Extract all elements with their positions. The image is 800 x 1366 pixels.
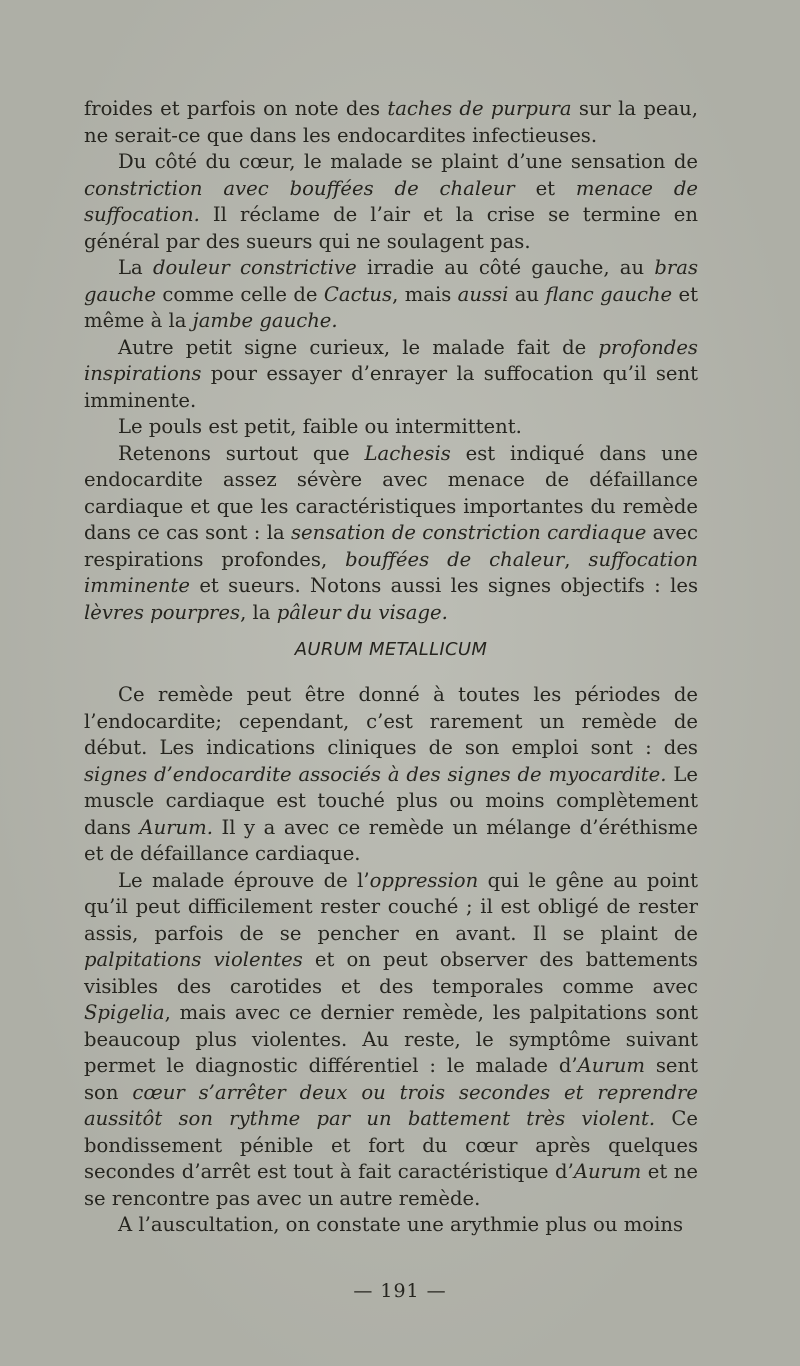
text-run: Le muscle cardiaque est touché plus ou moins complètement dans [84,762,698,839]
italic-run: bras gauche [84,256,699,306]
paragraph [84,149,698,255]
italic-run: oppression [369,868,479,892]
text-run: , la [240,600,277,624]
italic-run: palpitations violentes [84,948,303,971]
text-run: et ne se rencontre pas avec un autre remède. [84,1160,698,1210]
text-run: Il y a avec ce remède un mélange d’éréthisme et de défaillance cardiaque. [84,815,698,865]
italic-run: flanc gauche [545,282,673,306]
italic-run: signes d’endocardite associés à des signes de myocardite. [84,762,667,786]
text-run: Le malade éprouve de l’ [118,868,370,892]
text-run: qui le gêne au point qu’il peut difficilement rester couché ; il est obligé de rester assis, parfois de se pencher en avant. Il se plaint de [84,868,699,945]
italic-run: lèvres pourpres [84,600,241,624]
page-number: — 191 — [353,1280,447,1302]
text-run: Il réclame de l’air et la crise se termine en général par des sueurs qui ne soulagent pas. [84,203,698,253]
italic-run: Cactus [323,282,393,306]
text-run: pour essayer d’enrayer la suffocation qu’il sent imminente. [84,362,698,412]
paragraph [84,255,698,335]
text-run: La [118,256,153,279]
text-run: est indiqué dans une endocardite assez sévère avec menace de défaillance cardiaque et que les caractéristiques importantes du remède dans ce cas sont : la [84,441,699,544]
italic-run: Lachesis [364,441,451,465]
text-run: et [514,176,576,200]
text-run: Du côté du cœur, le malade se plaint d’une sensation de [118,150,698,173]
italic-run: cœur s’arrêter deux ou trois secondes et reprendre aussitôt son rythme par un battement très violent. [84,1080,698,1130]
paragraph [84,868,698,1213]
text-run: au [508,282,546,306]
paragraph [84,414,698,441]
text-run: Ce bondissement pénible et fort du cœur après quelques secondes d’arrêt est tout à fait caractéristique d’ [84,1107,698,1183]
paragraph [84,441,698,627]
italic-run: Aurum [573,1160,642,1183]
paragraph [84,96,698,149]
paragraph [84,335,698,415]
italic-run: sensation de constriction cardiaque [290,521,647,544]
text-run: , mais [392,282,458,306]
italic-run: bouffées de chaleur [345,547,565,571]
italic-run: menace de suffocation. [84,176,698,226]
paragraph [84,1212,698,1239]
text-run: Autre petit signe curieux, le malade fait de [118,335,599,359]
italic-run: Spigelia [84,1001,165,1024]
text-run: sent son [84,1054,699,1104]
italic-run: taches de purpura [387,97,572,120]
paragraphs-before-heading [84,96,698,626]
text-run: , [564,547,589,571]
text-run: A l’auscultation, on constate une arythmie plus ou moins [118,1213,684,1236]
italic-run: constriction avec bouffées de chaleur [84,176,515,200]
italic-run: suffocation imminente [84,547,698,597]
text-run: Ce remède peut être donné à toutes les périodes de l’endocardite; cependant, c’est rarement un remède de début. Les indications cliniques de son emploi sont : des [84,683,698,759]
italic-run: Aurum. [139,815,213,839]
text-run: froides et parfois on note des [84,97,388,120]
text-run: comme celle de [156,282,324,306]
text-run: Le pouls est petit, faible ou intermittent. [118,415,522,438]
italic-run: profondes inspirations [84,335,698,385]
italic-run: douleur constrictive [152,256,357,279]
section-heading: AURUM METALLICUM [294,639,488,660]
text-run: et sueurs. Notons aussi les signes objectifs : les [190,574,698,597]
text-run: irradie au côté gauche, au [356,256,655,279]
italic-run: pâleur du visage. [276,600,448,624]
text-run: Retenons surtout que [118,441,365,465]
paragraphs-after-heading [84,682,698,1239]
italic-run: Aurum [577,1054,645,1077]
body-text [84,96,698,1239]
paragraph [84,682,698,868]
italic-run: aussi [457,282,509,306]
text-run: et même à la [84,282,698,332]
text-run: avec respirations profondes, [84,521,698,571]
text-run: et on peut observer des battements visibles des carotides et des temporales comme avec [84,948,698,998]
text-run: sur la peau, ne serait-ce que dans les endocardites infectieuses. [84,97,698,147]
italic-run: jambe gauche. [192,309,338,332]
text-run: , mais avec ce dernier remède, les palpitations sont beaucoup plus violentes. Au reste, le symptôme suivant permet le diagnostic différentiel : le malade d’ [84,1001,698,1077]
